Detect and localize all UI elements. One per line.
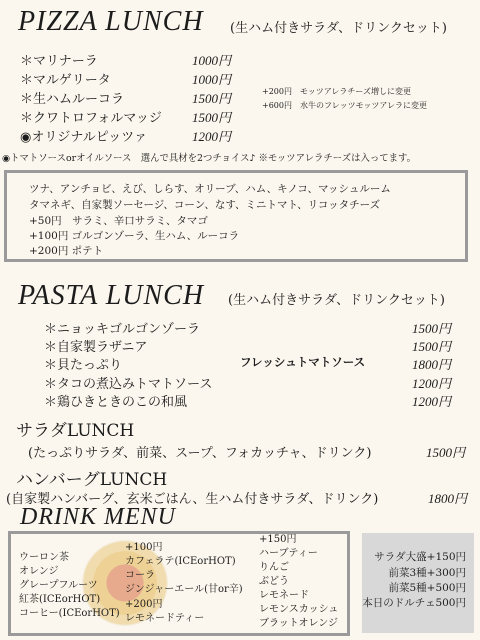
topping-line: +100円 ゴルゴンゾーラ、生ハム、ルーコラ — [29, 230, 240, 242]
pizza-item-price: 1500円 — [192, 91, 232, 106]
pizza-item-price: 1000円 — [192, 72, 232, 87]
drink-item: ウーロン茶 — [19, 552, 69, 563]
pasta-subtitle: (生ハム付きサラダ、ドリンクセット) — [228, 293, 445, 308]
pasta-item-price: 1500円 — [412, 321, 452, 336]
pasta-item-price: 1200円 — [412, 376, 452, 391]
pasta-title: PASTA LUNCH — [18, 280, 205, 311]
pizza-title: PIZZA LUNCH — [18, 6, 204, 37]
drink-price-group: +100円 — [125, 542, 163, 553]
drink-item: コーラ — [125, 570, 155, 581]
pizza-item-name: ＊生ハムルーコラ — [20, 92, 125, 107]
salad-title: サラダLUNCH — [16, 421, 135, 441]
pasta-item-price: 1200円 — [412, 394, 452, 409]
pizza-item-price: 1200円 — [192, 129, 232, 144]
pizza-subtitle: (生ハム付きサラダ、ドリンクセット) — [230, 21, 447, 36]
pizza-option: +600円 水牛のフレッツモッツアレラに変更 — [262, 101, 428, 110]
topping-line: +50円 サラミ、辛口サラミ、タマゴ — [29, 215, 208, 227]
drink-item: ブラットオレンジ — [259, 618, 338, 629]
drink-title: DRINK MENU — [20, 504, 176, 530]
toppings-box — [4, 170, 468, 262]
drink-item: コーヒー(ICEorHOT) — [19, 608, 120, 619]
pizza-note: ◉トマトソースorオイルソース 選んで具材を2つチョイス♪ ※モッツアレラチーズは入ってます。 — [2, 153, 416, 164]
drink-item: ジンジャーエール(甘or辛) — [125, 584, 243, 595]
topping-line: ツナ、アンチョビ、えび、しらす、オリーブ、ハム、キノコ、マッシュルーム — [29, 183, 391, 195]
pasta-item-price: 1800円 — [412, 357, 452, 372]
drink-list — [8, 531, 350, 636]
side-option: 前菜3種+300円 — [388, 567, 466, 579]
salad-price: 1500円 — [426, 445, 466, 460]
topping-line: +200円 ポテト — [29, 245, 104, 257]
pasta-item-name: ＊ニョッキゴルゴンゾーラ — [44, 322, 201, 337]
pizza-item-price: 1500円 — [192, 110, 232, 125]
side-option: 本日のドルチェ500円 — [362, 597, 466, 609]
topping-line: タマネギ、自家製ソーセージ、コーン、なす、ミニトマト、リコッタチーズ — [29, 199, 381, 211]
drink-item: りんご — [259, 562, 289, 573]
drink-item: レモンスカッシュ — [259, 604, 339, 615]
drink-item: レモネード — [259, 590, 309, 601]
pizza-item-name: ＊マルゲリータ — [20, 73, 111, 88]
side-options-box — [362, 533, 474, 633]
pasta-item-name: ＊貝たっぷり — [44, 358, 123, 373]
side-option: サラダ大盛+150円 — [374, 551, 466, 563]
pizza-item-name: ◉オリジナルピッツァ — [20, 130, 148, 145]
pasta-item-name: ＊タコの煮込みトマトソース — [44, 377, 213, 392]
drink-item: レモネードティー — [125, 613, 205, 624]
drink-price-group: +200円 — [125, 599, 163, 610]
drink-item: ハーブティー — [259, 548, 318, 559]
pizza-option: +200円 モッツアレラチーズ増しに変更 — [262, 87, 412, 96]
pasta-item-name: ＊鶏ひきときのこの和風 — [44, 395, 188, 410]
pizza-item-price: 1000円 — [192, 53, 232, 68]
drink-price-group: +150円 — [259, 534, 297, 545]
burger-desc: (自家製ハンバーグ、玄米ごはん、生ハム付きサラダ、ドリンク) — [6, 492, 379, 507]
pasta-sauce-label: フレッシュトマトソース — [240, 355, 366, 369]
drink-item: 紅茶(ICEorHOT) — [19, 594, 101, 605]
pasta-item-price: 1500円 — [412, 339, 452, 354]
salad-desc: (たっぷりサラダ、前菜、スープ、フォカッチャ、ドリンク) — [28, 446, 372, 461]
burger-title: ハンバーグLUNCH — [16, 470, 168, 490]
side-option: 前菜5種+500円 — [388, 582, 466, 594]
drink-item: オレンジ — [19, 566, 59, 577]
drink-item: グレープフルーツ — [19, 580, 98, 591]
drink-item: カフェラテ(ICEorHOT) — [125, 556, 236, 567]
pizza-item-name: ＊マリナーラ — [20, 54, 98, 69]
pizza-item-name: ＊クワトロフォルマッジ — [20, 111, 162, 126]
pasta-item-name: ＊自家製ラザニア — [44, 340, 148, 355]
drink-item: ぶどう — [259, 576, 289, 587]
burger-price: 1800円 — [428, 491, 468, 506]
